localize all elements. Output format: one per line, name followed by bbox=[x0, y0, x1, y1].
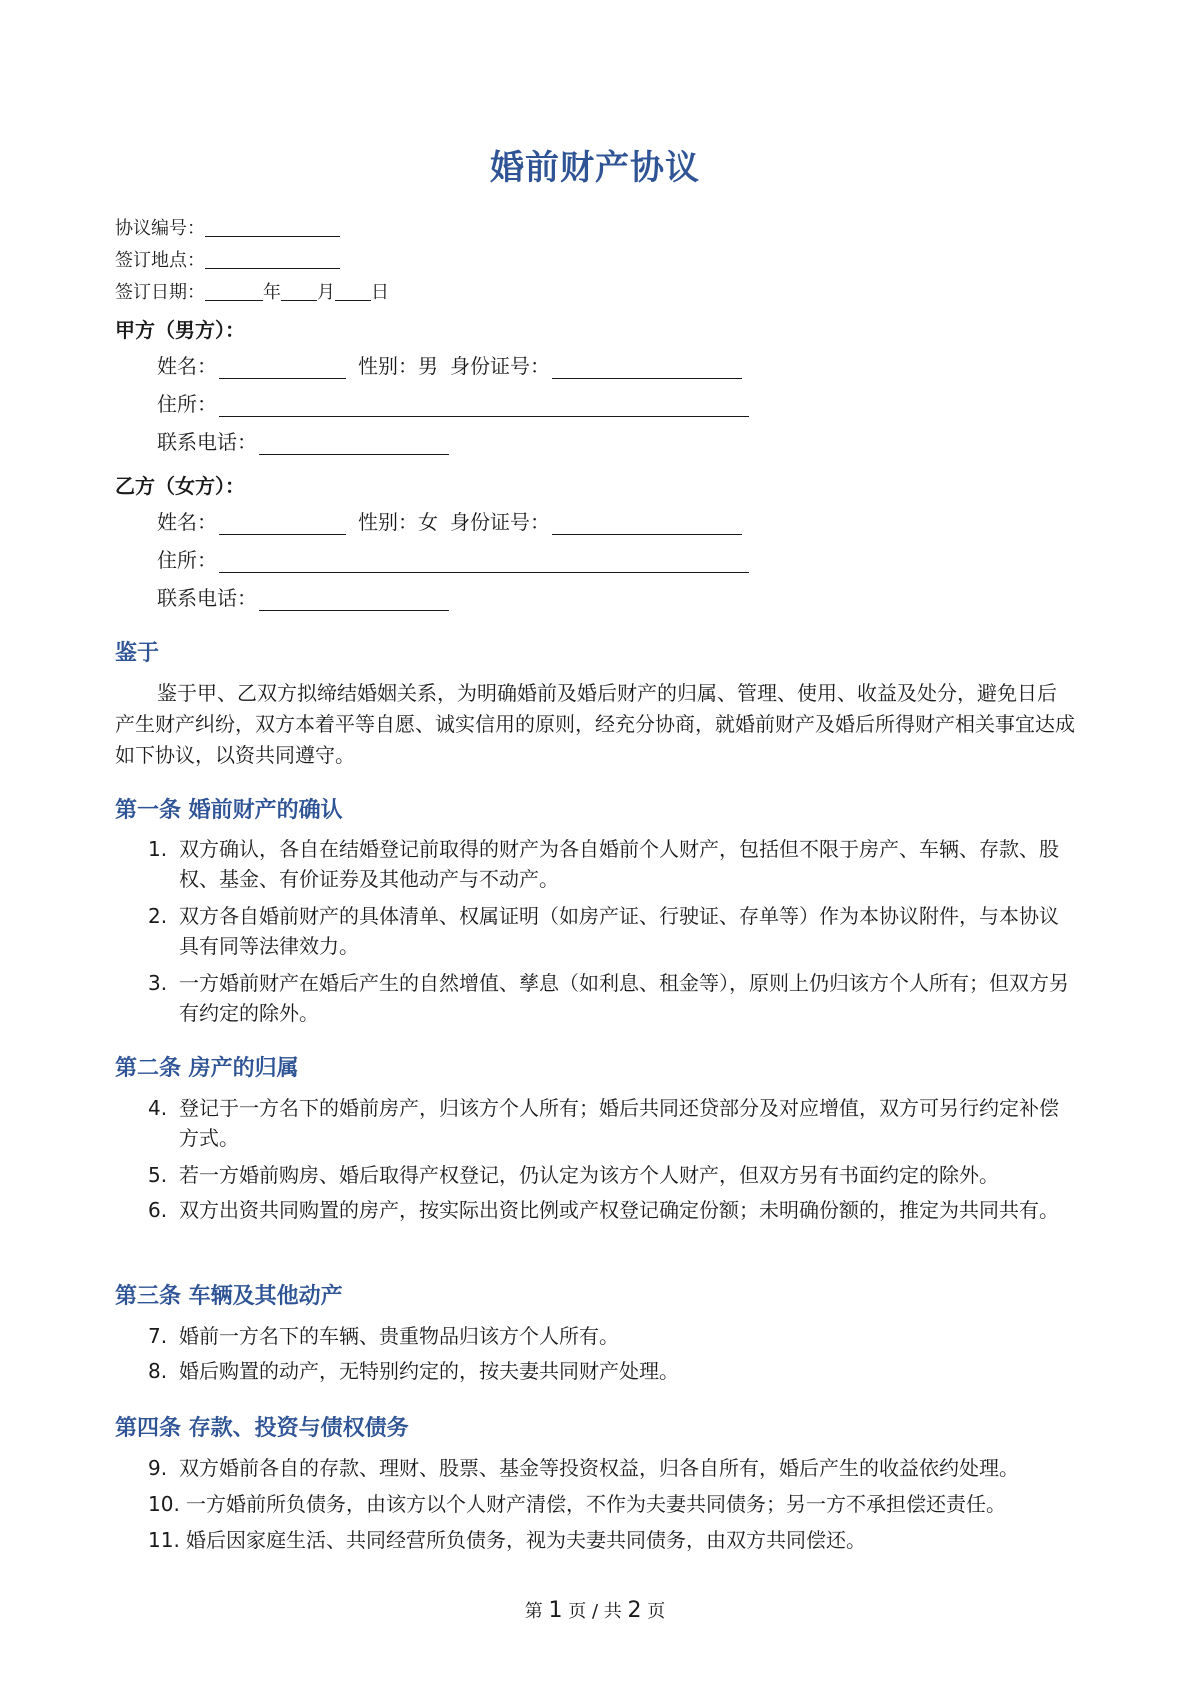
agreement-no-blank bbox=[205, 218, 340, 237]
agreement-meta bbox=[115, 211, 389, 307]
party-a-phone-row bbox=[157, 429, 449, 455]
party-b-name-row bbox=[157, 509, 742, 535]
month-blank bbox=[281, 282, 317, 301]
clause-text: 双方出资共同购置的房产，按实际出资比例或产权登记确定份额；未明确份额的，推定为共同共有。 bbox=[179, 1198, 1059, 1222]
party-b-name-blank bbox=[219, 512, 346, 535]
clause-text: 一方婚前所负债务，由该方以个人财产清偿，不作为夫妻共同债务；另一方不承担偿还责任。 bbox=[186, 1492, 1006, 1516]
clause-number: 4. bbox=[148, 1096, 168, 1120]
clause-number: 3. bbox=[148, 971, 168, 995]
party-a-address-row bbox=[157, 391, 749, 417]
party-b-id-blank bbox=[552, 512, 742, 535]
party-b-name-label: 姓名： bbox=[157, 510, 217, 534]
clause-number: 6. bbox=[148, 1198, 168, 1222]
clause-2 bbox=[148, 901, 1078, 961]
party-b-address-blank bbox=[219, 550, 749, 573]
whereas-title: 鉴于 bbox=[115, 641, 160, 666]
party-b-phone-blank bbox=[259, 588, 449, 611]
clause-1 bbox=[148, 834, 1078, 894]
clause-11 bbox=[148, 1525, 1078, 1555]
clause-text: 登记于一方名下的婚前房产，归该方个人所有；婚后共同还贷部分及对应增值，双方可另行约定补偿方式。 bbox=[179, 1096, 1059, 1150]
agreement-no-row bbox=[115, 211, 389, 243]
clause-8 bbox=[148, 1356, 1078, 1386]
party-a-name-label: 姓名： bbox=[157, 354, 217, 378]
clause-5 bbox=[148, 1160, 1078, 1190]
clause-text: 婚前一方名下的车辆、贵重物品归该方个人所有。 bbox=[179, 1324, 619, 1348]
clause-number: 1. bbox=[148, 837, 168, 861]
clause-7 bbox=[148, 1321, 1078, 1351]
clause-text: 双方婚前各自的存款、理财、股票、基金等投资权益，归各自所有，婚后产生的收益依约处理。 bbox=[179, 1456, 1019, 1480]
party-a-name-blank bbox=[219, 356, 346, 379]
sign-date-row bbox=[115, 275, 389, 307]
clause-4 bbox=[148, 1093, 1078, 1153]
agreement-no-label: 协议编号： bbox=[115, 218, 205, 239]
clause-10 bbox=[148, 1489, 1078, 1519]
clause-text: 双方确认，各自在结婚登记前取得的财产为各自婚前个人财产，包括但不限于房产、车辆、存款、股权、基金、有价证券及其他动产与不动产。 bbox=[179, 837, 1059, 891]
footer-prefix: 第 bbox=[524, 1601, 543, 1622]
year-label: 年 bbox=[263, 282, 281, 303]
clause-text: 婚后购置的动产，无特别约定的，按夫妻共同财产处理。 bbox=[179, 1359, 679, 1383]
sign-place-row bbox=[115, 243, 389, 275]
page-footer bbox=[0, 1597, 1190, 1623]
clause-number: 11. bbox=[148, 1528, 180, 1552]
party-a-address-blank bbox=[219, 394, 749, 417]
whereas-paragraph: 鉴于甲、乙双方拟缔结婚姻关系，为明确婚前及婚后财产的归属、管理、使用、收益及处分，避免日后产生财产纠纷，双方本着平等自愿、诚实信用的原则，经充分协商，就婚前财产及婚后所得财产相关事宜达成如下协议，以资共同遵守。 bbox=[115, 681, 1075, 767]
clause-number: 5. bbox=[148, 1163, 168, 1187]
party-a-gender: 性别：男 bbox=[358, 354, 438, 378]
party-a-name-row bbox=[157, 353, 742, 379]
party-a-id-blank bbox=[552, 356, 742, 379]
party-b-gender: 性别：女 bbox=[358, 510, 438, 534]
footer-mid: 页 / 共 bbox=[568, 1601, 622, 1622]
clause-number: 7. bbox=[148, 1324, 168, 1348]
section-1-title: 第一条 婚前财产的确认 bbox=[115, 798, 343, 823]
sign-place-label: 签订地点： bbox=[115, 250, 205, 271]
year-blank bbox=[205, 282, 263, 301]
clause-3 bbox=[148, 968, 1078, 1028]
party-b-phone-label: 联系电话： bbox=[157, 586, 257, 610]
section-3-title: 第三条 车辆及其他动产 bbox=[115, 1284, 343, 1309]
section-4-title: 第四条 存款、投资与债权债务 bbox=[115, 1416, 409, 1441]
clause-text: 婚后因家庭生活、共同经营所负债务，视为夫妻共同债务，由双方共同偿还。 bbox=[186, 1528, 866, 1552]
clause-number: 9. bbox=[148, 1456, 168, 1480]
document-title: 婚前财产协议 bbox=[490, 148, 700, 188]
current-page-number: 1 bbox=[548, 1598, 563, 1623]
month-label: 月 bbox=[317, 282, 335, 303]
clause-text: 若一方婚前购房、婚后取得产权登记，仍认定为该方个人财产，但双方另有书面约定的除外。 bbox=[179, 1163, 999, 1187]
sign-date-label: 签订日期： bbox=[115, 282, 205, 303]
sign-place-blank bbox=[205, 250, 340, 269]
clause-number: 8. bbox=[148, 1359, 168, 1383]
party-a-phone-label: 联系电话： bbox=[157, 430, 257, 454]
total-page-number: 2 bbox=[627, 1598, 642, 1623]
party-b-heading: 乙方（女方）： bbox=[115, 474, 245, 498]
footer-suffix: 页 bbox=[647, 1601, 666, 1622]
party-b-address-row bbox=[157, 547, 749, 573]
party-a-heading: 甲方（男方）： bbox=[115, 318, 245, 342]
clause-text: 双方各自婚前财产的具体清单、权属证明（如房产证、行驶证、存单等）作为本协议附件，与本协议具有同等法律效力。 bbox=[179, 904, 1059, 958]
day-blank bbox=[335, 282, 371, 301]
party-b-phone-row bbox=[157, 585, 449, 611]
party-b-id-label: 身份证号： bbox=[450, 510, 550, 534]
party-a-id-label: 身份证号： bbox=[450, 354, 550, 378]
party-b-address-label: 住所： bbox=[157, 548, 217, 572]
clause-9 bbox=[148, 1453, 1078, 1483]
party-a-phone-blank bbox=[259, 432, 449, 455]
clause-number: 2. bbox=[148, 904, 168, 928]
clause-number: 10. bbox=[148, 1492, 180, 1516]
party-a-address-label: 住所： bbox=[157, 392, 217, 416]
day-label: 日 bbox=[371, 282, 389, 303]
section-2-title: 第二条 房产的归属 bbox=[115, 1056, 299, 1081]
clause-6 bbox=[148, 1195, 1078, 1225]
clause-text: 一方婚前财产在婚后产生的自然增值、孳息（如利息、租金等），原则上仍归该方个人所有；但双方另有约定的除外。 bbox=[179, 971, 1069, 1025]
